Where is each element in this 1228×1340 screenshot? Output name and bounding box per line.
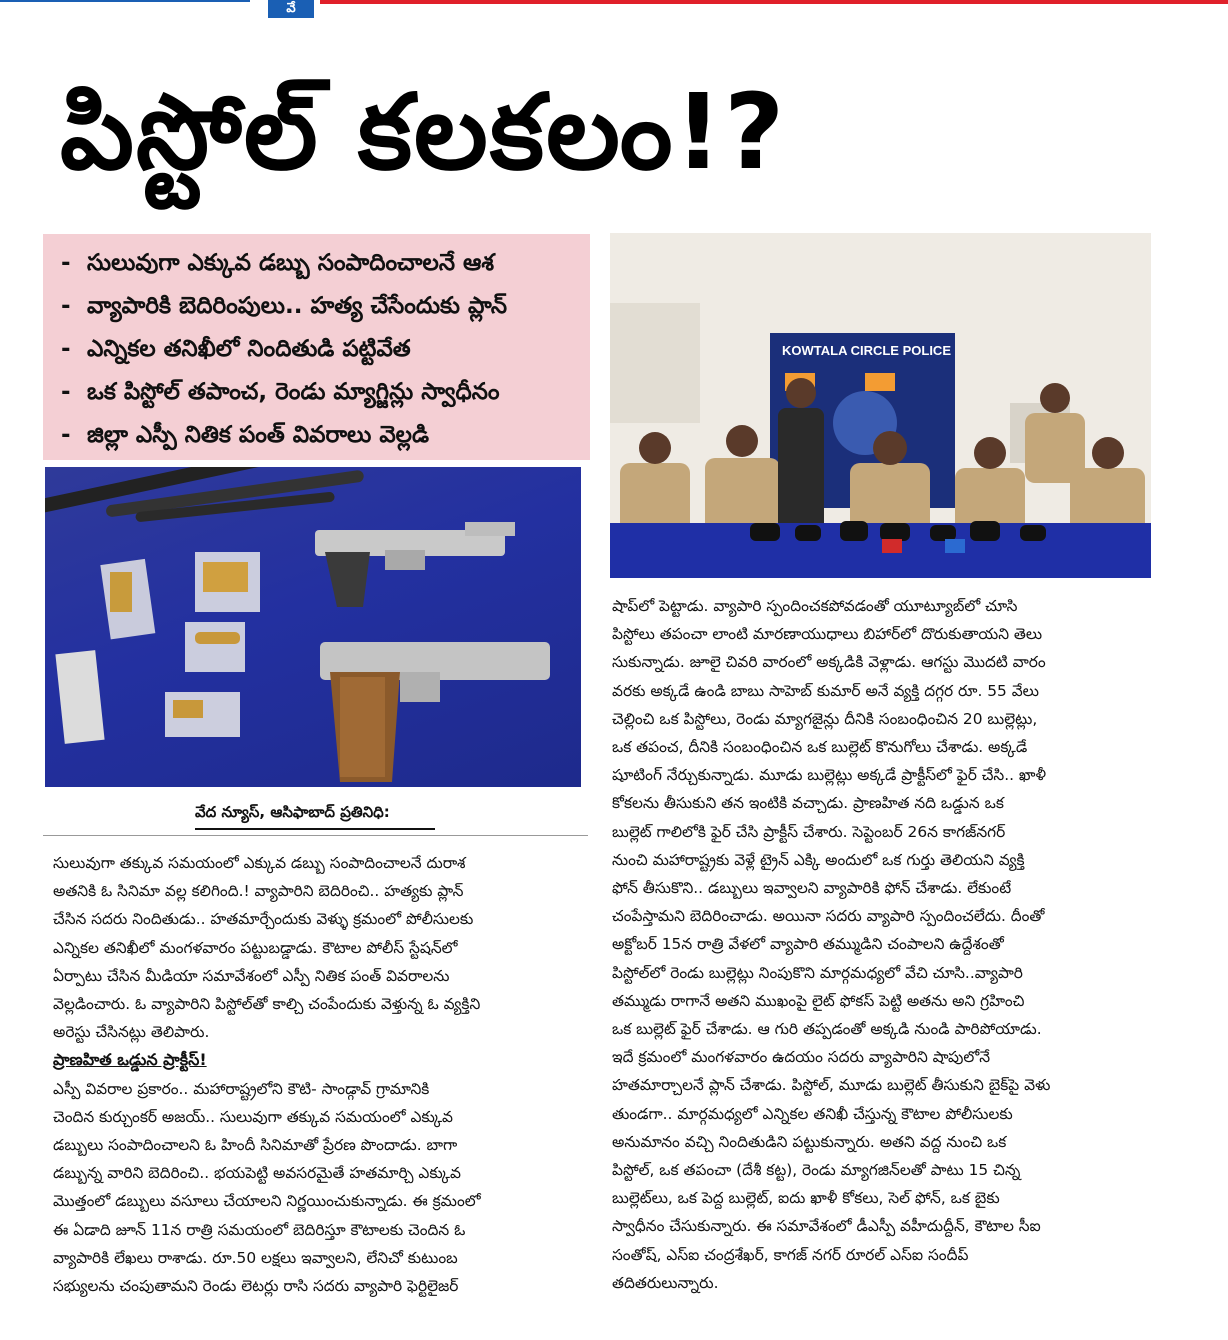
text-line: చెల్లించి ఒక పిస్టోలు, రెండు మ్యాగజైన్లు దీనికి సంబంధించిన 20 బుల్లెట్లు, [612, 709, 1038, 728]
text-line: తుండగా.. మార్గమధ్యలో ఎన్నికల తనిఖీ చేస్తున్న కౌటాల పోలీసులకు [612, 1104, 1013, 1123]
text-line: చేసిన సదరు నిందితుడు.. హతమార్చేందుకు వెళ్ళు క్రమంలో పోలీసులకు [53, 910, 474, 929]
highlight-item: - సులువుగా ఎక్కువ డబ్బు సంపాదించాలనే ఆశ [61, 250, 494, 276]
text-line: చంపేస్తామని బెదిరించాడు. అయినా సదరు వ్యాపారి స్పందించలేదు. దీంతో [612, 907, 1045, 926]
text-line: కోకలను తీసుకుని తన ఇంటికి వచ్చాడు. ప్రాణహిత నది ఒడ్డున ఒక [612, 794, 1004, 813]
text-line: ఏర్పాటు చేసిన మీడియా సమావేశంలో ఎస్పీ నితిక పంత్ వివరాలను [53, 966, 450, 985]
text-line: చెందిన కుర్చుంకర్ అజయ్.. సులువుగా తక్కువ సమయంలో ఎక్కువ [53, 1107, 453, 1126]
highlight-item: - వ్యాపారికి బెదిరింపులు.. హత్య చేసేందుకు ప్లాన్ [61, 293, 508, 319]
text-line: ఎన్నికల తనిఖీలో మంగళవారం పట్టుబడ్డాడు. కౌటాల పోలీస్ స్టేషన్‌లో [53, 938, 458, 957]
masthead-rule-blue [0, 0, 250, 2]
weapons-illustration [45, 467, 581, 787]
seized-weapons-photo [45, 467, 581, 787]
press-meet-illustration [610, 233, 1151, 578]
text-line: తమ్ముడు రాగానే అతని ముఖంపై లైట్ ఫోకస్ పెట్టి అతను అని గ్రహించి [612, 991, 1025, 1010]
highlight-item: - ఒక పిస్టోల్ తపాంచ, రెండు మ్యాగ్జిన్లు స్వాధీనం [61, 379, 500, 405]
text-line: సంతోష్, ఎస్ఐ చంద్రశేఖర్, కాగజ్ నగర్ రూరల్ ఎస్ఐ సందీప్ [612, 1245, 969, 1264]
article-paragraph [53, 849, 583, 1046]
article-column-right [612, 592, 1152, 1297]
text-line: డబ్బులు సంపాదించాలని ఓ హిందీ సినిమాతో ప్రేరణ పొందాడు. బాగా [53, 1136, 458, 1155]
text-line: బుల్లెట్‌లు, ఒక పెద్ద బుల్లెట్, ఐదు ఖాళీ కోకలు, సెల్ ఫోన్, ఒక బైకు [612, 1189, 1000, 1208]
text-line: స్వాధీనం చేసుకున్నారు. ఈ సమావేశంలో డీఎస్పీ వహీదుద్దీన్, కౌటాల సీఐ [612, 1217, 1041, 1236]
byline: వేద న్యూస్, ఆసిఫాబాద్ ప్రతినిధి: [195, 803, 435, 830]
text-line: వెల్లడించారు. ఓ వ్యాపారిని పిస్టోల్‌తో కాల్చి చంపేందుకు వెళ్తున్న ఓ వ్యక్తిని [53, 995, 481, 1014]
text-line: సుకున్నాడు. జూలై చివరి వారంలో అక్కడికి వెళ్లాడు. ఆగస్టు మొదటి వారం [612, 653, 1046, 672]
highlight-item: - ఎన్నికల తనిఖీలో నిందితుడి పట్టివేత [61, 336, 411, 362]
masthead-logo: వే [268, 0, 314, 18]
article-paragraph [612, 592, 1152, 1297]
press-meet-photo [610, 233, 1151, 578]
text-line: పిస్టోలు తపంచా లాంటి మారణాయుధాలు బిహార్‌లో దొరుకుతాయని తెలు [612, 625, 1043, 644]
text-line: తదితరులున్నారు. [612, 1273, 719, 1292]
text-line: ఇదే క్రమంలో మంగళవారం ఉదయం సదరు వ్యాపారిని షాపులోనే [612, 1048, 991, 1067]
text-line: షాప్‌లో పెట్టాడు. వ్యాపారి స్పందించకపోవడంతో యూట్యూబ్‌లో చూసి [612, 597, 1018, 615]
text-line: ఒక బుల్లెట్ ఫైర్ చేశాడు. ఆ గురి తప్పడంతో అక్కడి నుండి పారిపోయాడు. [612, 1020, 1042, 1039]
masthead-rule-red [320, 0, 1228, 4]
article-paragraph [53, 1075, 583, 1301]
highlights-box [43, 234, 590, 460]
text-line: అతనికి ఓ సినిమా వల్ల కలిగింది.! వ్యాపారిని బెదిరించి.. హత్యకు ప్లాన్ [53, 882, 464, 901]
text-line: ఎస్పీ వివరాల ప్రకారం.. మహారాష్ట్రలోని కౌటి- సాండ్గావ్ గ్రామానికి [53, 1079, 430, 1098]
text-line: ఫోన్ తీసుకొని.. డబ్బులు ఇవ్వాలని వ్యాపారికి ఫోన్ చేశాడు. లేకుంటే [612, 879, 1012, 898]
text-line: ఒక తపంచ, దీనికి సంబంధించిన ఒక బుల్లెట్ కొనుగోలు చేశాడు. అక్కడే [612, 738, 1028, 757]
text-line: బుల్లెట్ గాలిలోకి ఫైర్ చేసి ప్రాక్టీస్ చేశారు. సెప్టెంబర్ 26న కాగజ్‌నగర్ [612, 822, 1006, 841]
text-line: నుంచి మహారాష్ట్రకు వెళ్లే ట్రైన్ ఎక్కి అందులో ఒక గుర్తు తెలియని వ్యక్తి [612, 850, 1025, 869]
text-line: అక్టోబర్ 15న రాత్రి వేళలో వ్యాపారి తమ్ముడిని చంపాలని ఉద్దేశంతో [612, 935, 1004, 954]
byline-divider [43, 835, 588, 836]
article-subheading: ప్రాణహిత ఒడ్డున ప్రాక్టీస్! [53, 1050, 207, 1070]
text-line: పిస్టోల్, ఒక తపంచా (దేశీ కట్ట), రెండు మ్యాగజిన్‌లతో పాటు 15 చిన్న [612, 1161, 1021, 1180]
text-line: అనుమానం వచ్చి నిందితుడిని పట్టుకున్నారు. అతని వద్ద నుంచి ఒక [612, 1132, 1007, 1151]
article-headline: పిస్టోల్ కలకలం!? [60, 71, 787, 193]
text-line: సభ్యులను చంపుతామని రెండు లెటర్లు రాసి సదరు వ్యాపారి ఫెర్టిలైజర్ [53, 1277, 459, 1296]
article-column-left [53, 849, 583, 1300]
text-line: పిస్టోల్‌లో రెండు బుల్లెట్లు నింపుకొని మార్గమధ్యలో వేచి చూసి..వ్యాపారి [612, 963, 1023, 982]
text-line: వరకు అక్కడే ఉండి బాబు సాహెబ్ కుమార్ అనే వ్యక్తి దగ్గర రూ. 55 వేలు [612, 681, 1039, 700]
text-line: డబ్బున్న వారిని బెదిరించి.. భయపెట్టి అవసరమైతే హతమార్చి ఎక్కువ [53, 1164, 461, 1183]
highlight-item: - జిల్లా ఎస్పీ నితిక పంత్ వివరాలు వెల్లడి [61, 422, 430, 448]
text-line: షూటింగ్ నేర్చుకున్నాడు. మూడు బుల్లెట్లు అక్కడే ప్రాక్టీస్‌లో ఫైర్ చేసి.. ఖాళీ [612, 766, 1047, 785]
text-line: ఈ ఏడాది జూన్ 11న రాత్రి సమయంలో బెదిరిస్తూ కౌటాలకు చెందిన ఓ [53, 1220, 466, 1239]
banner-text: KOWTALA CIRCLE POLICE [782, 343, 951, 358]
text-line: అరెస్టు చేసినట్లు తెలిపారు. [53, 1023, 210, 1042]
text-line: వ్యాపారికి లేఖలు రాశాడు. రూ.50 లక్షలు ఇవ్వాలని, లేనిచో కుటుంబ [53, 1248, 458, 1267]
text-line: హతమార్చాలనే ప్లాన్ చేశాడు. పిస్టోల్, మూడు బుల్లెట్ తీసుకుని బైక్‌పై వెళు [612, 1076, 1051, 1095]
text-line: సులువుగా తక్కువ సమయంలో ఎక్కువ డబ్బు సంపాదించాలనే దురాశ [53, 854, 466, 872]
text-line: మొత్తంలో డబ్బులు వసూలు చేయాలని నిర్ణయించుకున్నాడు. ఈ క్రమంలో [53, 1192, 481, 1211]
